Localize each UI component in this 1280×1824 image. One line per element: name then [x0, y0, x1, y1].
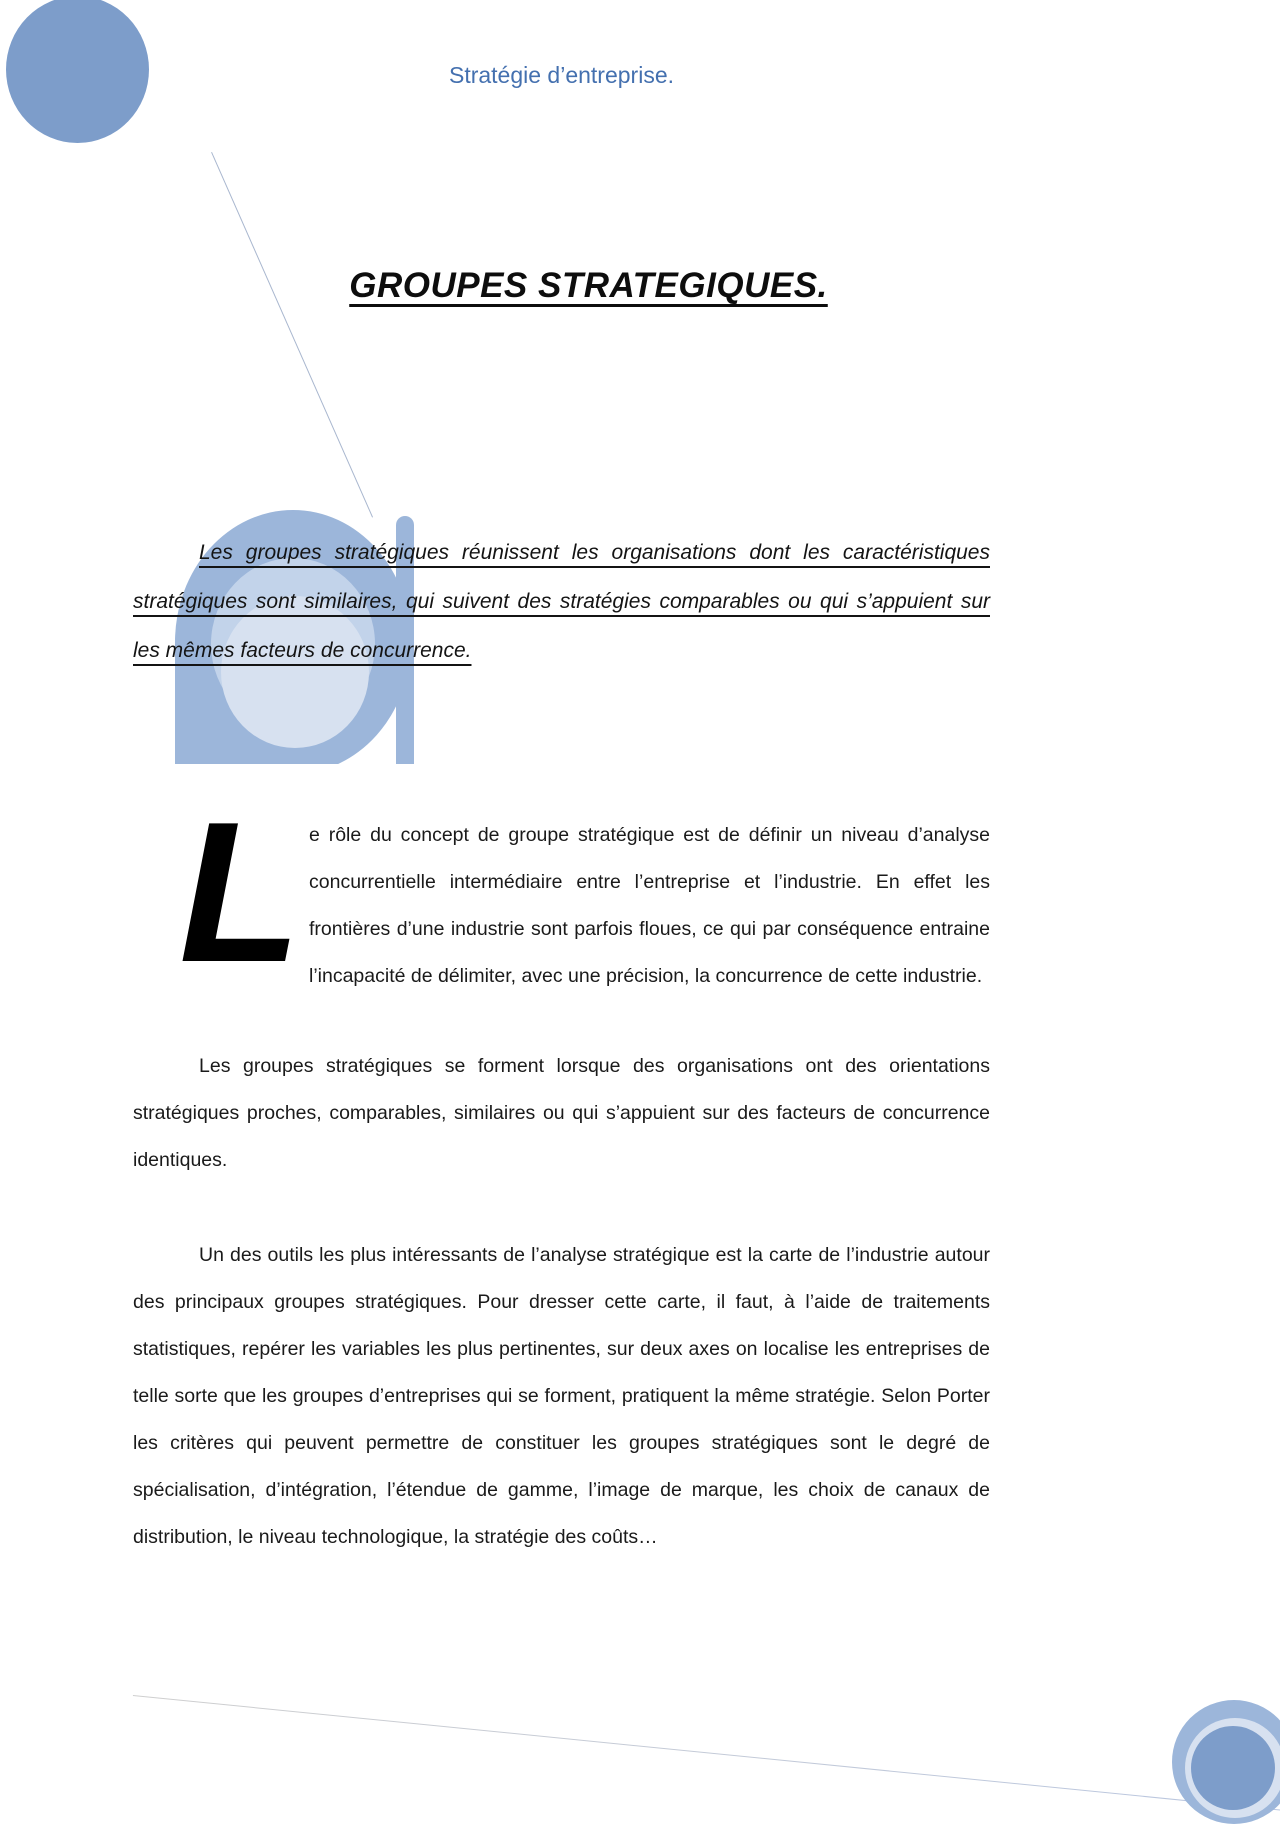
top-left-circle-decoration: [6, 0, 149, 143]
body-paragraph-1-text: e rôle du concept de groupe stratégique est de définir un niveau d’analyse concurrentielle intermédiaire entre l’entreprise et l’industrie. En effet les frontières d’une industrie sont parfois floues, ce qui par conséquence entraine l’incapacité de délimiter, avec une précision, la concurrence de cette industrie.: [309, 824, 990, 987]
bottom-right-circle-inner: [1191, 1726, 1275, 1810]
page-header: Stratégie d’entreprise.: [448, 62, 674, 88]
diagonal-line-bottom: [133, 1695, 1280, 1811]
page-title: GROUPES STRATEGIQUES.: [349, 266, 828, 305]
diagonal-line-top: [211, 152, 373, 518]
body-paragraph-1: [133, 781, 990, 1004]
body-paragraph-3: Un des outils les plus intéressants de l’analyse stratégique est la carte de l’industrie autour des principaux groupes stratégiques. Pour dresser cette carte, il faut, à l’aide de traitements statistiques, repérer les variables les plus pertinentes, sur deux axes on localise les entreprises de telle sorte que les groupes d’entreprises qui se forment, pratiquent la même stratégie. Selon Porter les critères qui peuvent permettre de constituer les groupes stratégiques sont le degré de spécialisation, d’intégration, l’étendue de gamme, l’image de marque, les choix de canaux de distribution, le niveau technologique, la stratégie des coûts…: [133, 1244, 990, 1548]
body-paragraph-2: Les groupes stratégiques se forment lorsque des organisations ont des orientations stratégiques proches, comparables, similaires ou qui s’appuient sur des facteurs de concurrence identiques.: [133, 1055, 990, 1171]
dropcap-letter: L: [179, 781, 302, 1004]
lead-paragraph: Les groupes stratégiques réunissent les organisations dont les caractéristiques stratégiques sont similaires, qui suivent des stratégies comparables ou qui s’appuient sur les mêmes facteurs de concurrence.: [133, 541, 990, 662]
